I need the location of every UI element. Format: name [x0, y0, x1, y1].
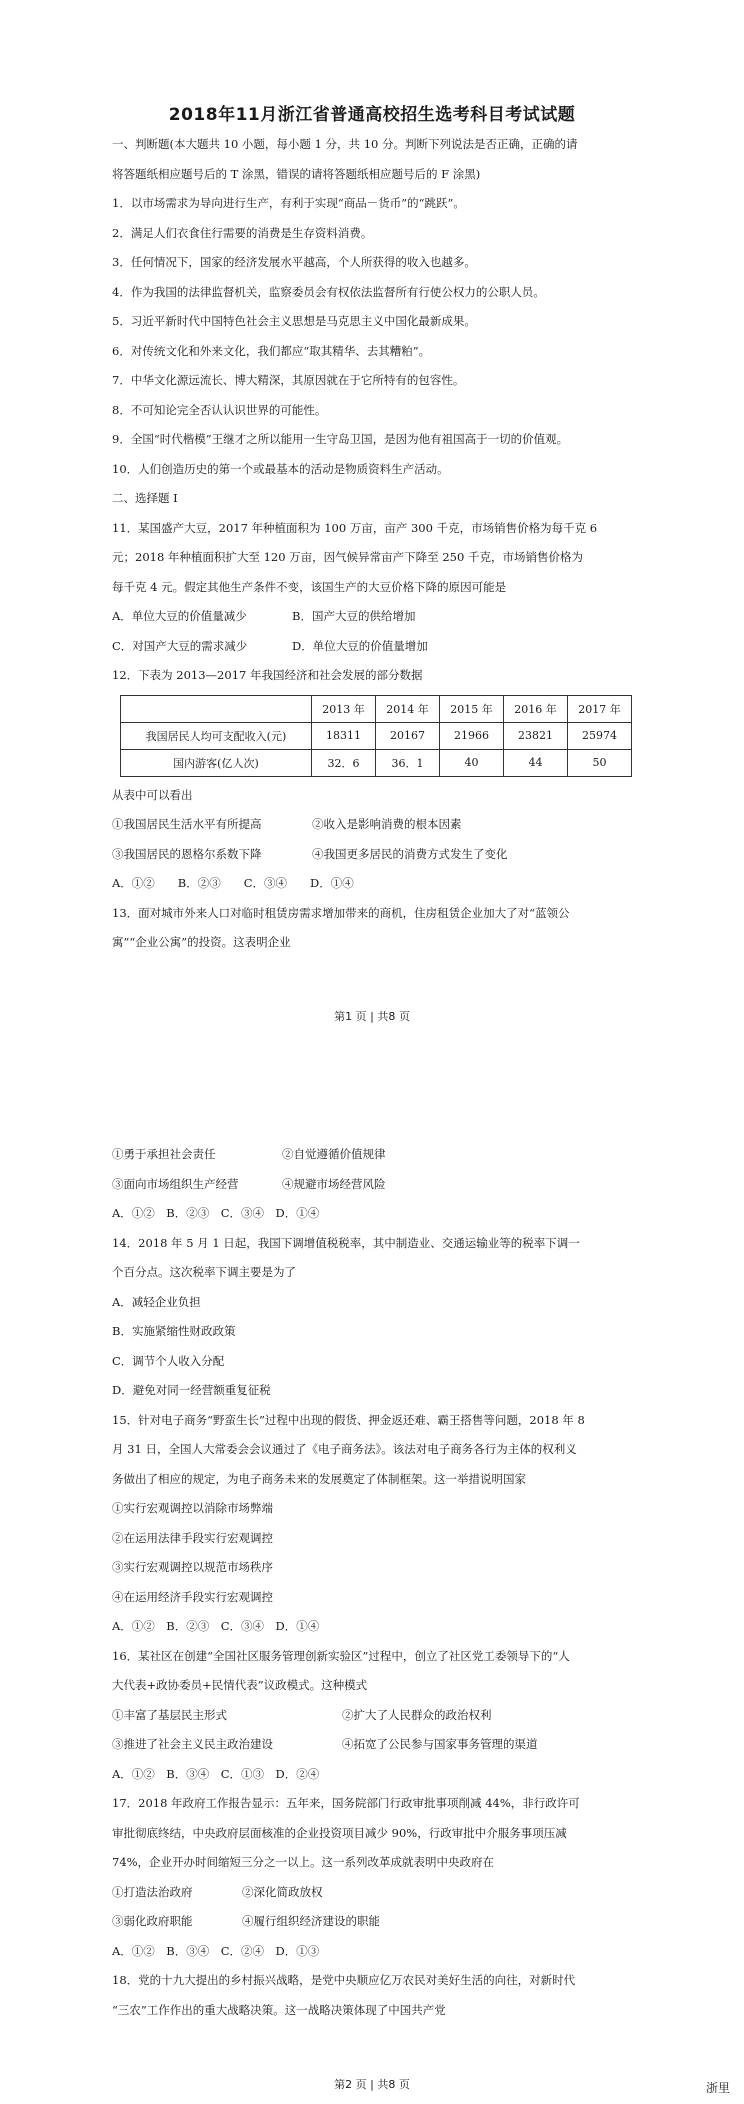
table-header: 2013 年: [311, 695, 375, 722]
option: ②自觉遵循价值规律: [282, 1147, 386, 1161]
table-row-label: 国内游客(亿人次): [121, 749, 312, 776]
table-cell: 32．6: [311, 749, 375, 776]
text-line: 从表中可以看出: [112, 787, 193, 802]
text-line: 2．满足人们衣食住行需要的消费是生存资料消费。: [112, 225, 373, 240]
text-line: 18．党的十九大提出的乡村振兴战略，是党中央顺应亿万农民对美好生活的向往，对新时代: [112, 1973, 576, 1987]
text-line: 1．以市场需求为导向进行生产，有利于实现“商品－货币”的“跳跃”。: [112, 196, 465, 210]
table-cell: 36．1: [375, 749, 439, 776]
table-row: [121, 749, 632, 776]
text-line: 4．作为我国的法律监督机关，监察委员会有权依法监督所有行使公权力的公职人员。: [112, 284, 545, 299]
text-line: 10．人们创造历史的第一个或最基本的活动是物质资料生产活动。: [112, 461, 449, 476]
text-line: 将答题纸相应题号后的 T 涂黑，错误的请将答题纸相应题号后的 F 涂黑): [112, 166, 481, 181]
option: ②在运用法律手段实行宏观调控: [112, 1530, 273, 1545]
option-row: [112, 1170, 632, 1200]
option: A．减轻企业负担: [112, 1294, 201, 1309]
table-cell: 23821: [503, 722, 567, 749]
table-cell: 21966: [439, 722, 503, 749]
option-row: [112, 1878, 632, 1908]
option: ③推进了社会主义民主政治建设: [112, 1737, 273, 1751]
option: ②深化简政放权: [242, 1884, 323, 1899]
option: ①我国居民生活水平有所提高: [112, 817, 262, 831]
text-line: 寓”“企业公寓”的投资。这表明企业: [112, 935, 291, 949]
text-line: 元；2018 年种植面积扩大至 120 万亩，因气候异常亩产下降至 250 千克，市场销售价格为: [112, 550, 583, 564]
option: ④在运用经济手段实行宏观调控: [112, 1589, 273, 1604]
text-line: 7．中华文化源远流长、博大精深，其原因就在于它所特有的包容性。: [112, 373, 465, 387]
table-header: 2016 年: [503, 695, 567, 722]
table-header: 2015 年: [439, 695, 503, 722]
option: ④拓宽了公民参与国家事务管理的渠道: [342, 1737, 538, 1751]
option: D．避免对同一经营额重复征税: [112, 1383, 271, 1397]
option-row: [112, 840, 632, 870]
option: ③我国居民的恩格尔系数下降: [112, 846, 262, 861]
answer-choices: A．①② B．②③ C．③④ D．①④: [112, 876, 354, 890]
text-line: 13．面对城市外来人口对临时租赁房需求增加带来的商机，住房租赁企业加大了对“蓝领公: [112, 905, 570, 920]
option: ①实行宏观调控以消除市场弊端: [112, 1501, 273, 1515]
text-line: 务做出了相应的规定，为电子商务未来的发展奠定了体制框架。这一举措说明国家: [112, 1471, 526, 1486]
section-heading: 二、选择题 I: [112, 491, 178, 505]
page-footer: 第1 页 | 共8 页: [334, 1010, 410, 1023]
text-line: 9．全国“时代楷模”王继才之所以能用一生守岛卫国，是因为他有祖国高于一切的价值观。: [112, 432, 569, 446]
option-row: [112, 1140, 632, 1170]
text-line: 6．对传统文化和外来文化，我们都应“取其精华、去其糟粕”。: [112, 343, 431, 358]
option-row: [112, 602, 632, 632]
text-line: “三农”工作作出的重大战略决策。这一战略决策体现了中国共产党: [112, 2002, 446, 2017]
table-cell: 44: [503, 749, 567, 776]
option: ④履行组织经济建设的职能: [242, 1914, 380, 1928]
text-line: 74%，企业开办时间缩短三分之一以上。这一系列改革成就表明中央政府在: [112, 1855, 495, 1869]
text-line: 5．习近平新时代中国特色社会主义思想是马克思主义中国化最新成果。: [112, 314, 476, 328]
option: ①丰富了基层民主形式: [112, 1707, 227, 1722]
option: ①勇于承担社会责任: [112, 1147, 216, 1161]
option: ④我国更多居民的消费方式发生了变化: [312, 846, 508, 861]
text-line: 15．针对电子商务“野蛮生长”过程中出现的假货、押金返还难、霸王搭售等问题，2018 年 8: [112, 1412, 585, 1427]
table-cell: 20167: [375, 722, 439, 749]
answer-choices: A．①② B．②③ C．③④ D．①④: [112, 1619, 320, 1633]
option: A．单位大豆的价值量减少: [112, 609, 247, 623]
table-cell: 40: [439, 749, 503, 776]
table-row: [121, 722, 632, 749]
option-row: [112, 1701, 632, 1731]
option: ④规避市场经营风险: [282, 1176, 386, 1191]
text-line: 审批彻底终结，中央政府层面核准的企业投资项目减少 90%，行政审批中介服务事项压减: [112, 1825, 567, 1840]
text-line: 3．任何情况下，国家的经济发展水平越高，个人所获得的收入也越多。: [112, 255, 476, 269]
text-line: 个百分点。这次税率下调主要是为了: [112, 1265, 296, 1279]
option: B．国产大豆的供给增加: [292, 609, 416, 623]
option-row: [112, 810, 632, 840]
text-line: 14．2018 年 5 月 1 日起，我国下调增值税税率，其中制造业、交通运输业等的税率下调一: [112, 1235, 580, 1250]
text-line: 16．某社区在创建“全国社区服务管理创新实验区”过程中，创立了社区党工委领导下的“人: [112, 1648, 570, 1663]
table-header-row: [121, 695, 632, 722]
text-line: 每千克 4 元。假定其他生产条件不变，该国生产的大豆价格下降的原因可能是: [112, 579, 507, 594]
table-header: 2014 年: [375, 695, 439, 722]
option-row: [112, 1730, 632, 1760]
page-2: [0, 1140, 744, 2104]
option: ③面向市场组织生产经营: [112, 1176, 239, 1191]
option: C．调节个人收入分配: [112, 1353, 225, 1368]
option: ①打造法治政府: [112, 1884, 193, 1899]
question-stem: 12．下表为 2013—2017 年我国经济和社会发展的部分数据: [112, 668, 423, 682]
data-table: [120, 695, 632, 777]
option: D．单位大豆的价值量增加: [292, 638, 428, 653]
table-row-label: 我国居民人均可支配收入(元): [121, 722, 312, 749]
text-line: 8．不可知论完全否认认识世界的可能性。: [112, 402, 327, 417]
option-row: [112, 1907, 632, 1937]
option: ②扩大了人民群众的政治权利: [342, 1707, 492, 1722]
page-footer: 第2 页 | 共8 页: [334, 2078, 410, 2091]
page-1: [0, 0, 744, 1023]
text-line: 17．2018 年政府工作报告显示：五年来，国务院部门行政审批事项削减 44%，非行政许可: [112, 1796, 580, 1810]
option: ③弱化政府职能: [112, 1914, 193, 1928]
text-line: 月 31 日，全国人大常委会会议通过了《电子商务法》。该法对电子商务各行为主体的权利义: [112, 1442, 577, 1456]
page-1-content: [112, 130, 632, 958]
text-line: 一、判断题(本大题共 10 小题，每小题 1 分，共 10 分。判断下列说法是否正确，正确的请: [112, 137, 578, 151]
table-cell: 50: [567, 749, 631, 776]
page-2-content: [112, 1140, 632, 2025]
text-line: 大代表+政协委员+民情代表”议政模式。这种模式: [112, 1678, 368, 1692]
corner-label: 浙里: [705, 2081, 730, 2095]
answer-choices: A．①② B．②③ C．③④ D．①④: [112, 1206, 320, 1220]
table-header: 2017 年: [567, 695, 631, 722]
answer-choices: A．①② B．③④ C．②④ D．①③: [112, 1943, 320, 1958]
option: B．实施紧缩性财政政策: [112, 1324, 236, 1338]
table-cell: [121, 695, 312, 722]
exam-title: 2018年11月浙江省普通高校招生选考科目考试试题: [168, 105, 576, 125]
table-cell: 18311: [311, 722, 375, 749]
option: ②收入是影响消费的根本因素: [312, 817, 462, 831]
option-row: [112, 632, 632, 662]
option: ③实行宏观调控以规范市场秩序: [112, 1560, 273, 1574]
answer-choices: A．①② B．③④ C．①③ D．②④: [112, 1766, 320, 1781]
text-line: 11．某国盛产大豆，2017 年种植面积为 100 万亩，亩产 300 千克，市场销售价格为每千克 6: [112, 520, 598, 535]
table-cell: 25974: [567, 722, 631, 749]
option: C．对国产大豆的需求减少: [112, 638, 248, 653]
